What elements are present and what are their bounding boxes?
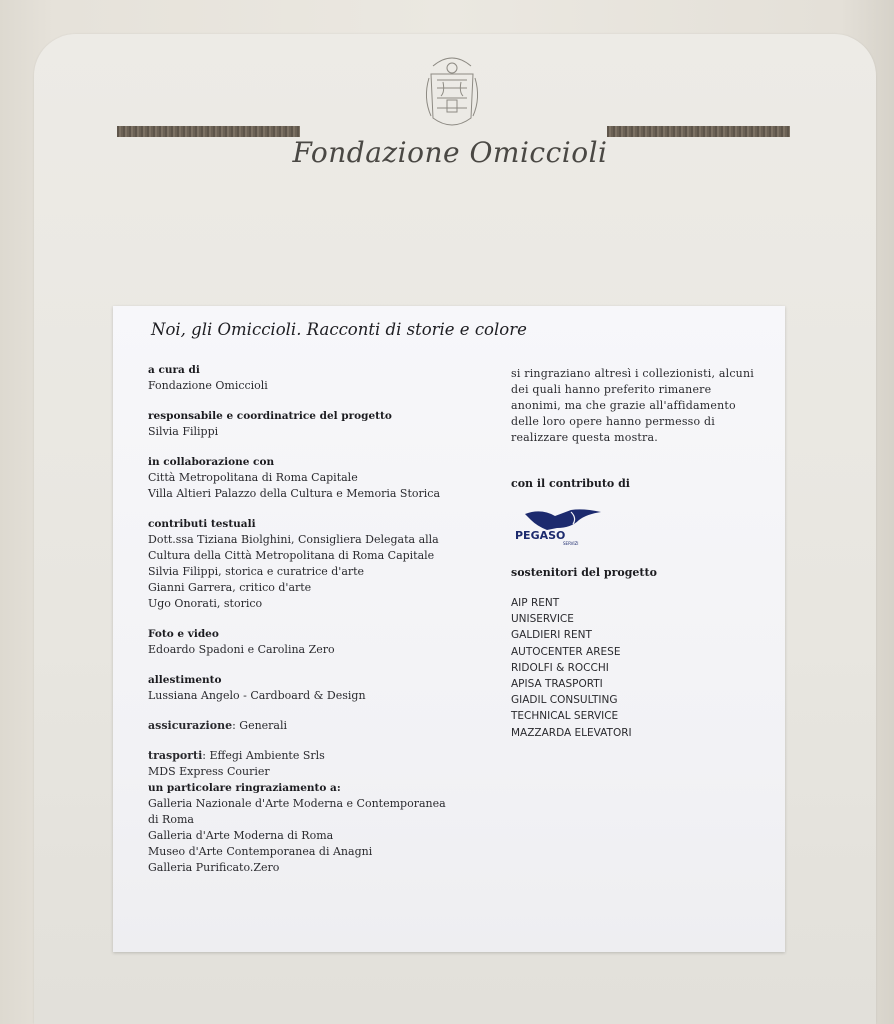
sponsor-item: GIADIL CONSULTING (511, 694, 618, 707)
credit-section (148, 454, 478, 502)
credit-line: Cultura della Città Metropolitana di Roma Capitale (148, 549, 435, 562)
credit-heading: allestimento (148, 674, 222, 686)
collectors-thanks: si ringraziano altresì i collezionisti, alcuni dei quali hanno preferito rimanere anonimi, ma che grazie all'affidamento delle loro opere hanno permesso di realizzare questa mostra. (511, 367, 754, 444)
logo-subtext: SERVIZI (563, 541, 579, 546)
credit-heading: responsabile e coordinatrice del progetto (148, 410, 392, 422)
sponsor-item: AIP RENT (511, 597, 560, 609)
credit-line: Edoardo Spadoni e Carolina Zero (148, 643, 335, 656)
insurance-heading: assicurazione (148, 719, 233, 732)
pegaso-logo-icon (511, 506, 611, 546)
sponsor-item: AUTOCENTER ARESE (511, 645, 621, 658)
sponsor-item: MAZZARDA ELEVATORI (511, 726, 632, 739)
sponsor-item: UNISERVICE (511, 613, 574, 626)
special-thanks-line: Galleria Purificato.Zero (148, 861, 280, 874)
special-thanks-line: Galleria Nazionale d'Arte Moderna e Contemporanea (148, 797, 446, 810)
credit-section (148, 626, 478, 658)
transport-value: : Effegi Ambiente Srls (202, 749, 325, 762)
special-thanks-line: Galleria d'Arte Moderna di Roma (148, 829, 334, 842)
sponsor-item: APISA TRASPORTI (511, 678, 603, 691)
credit-line: Villa Altieri Palazzo della Cultura e Memoria Storica (148, 487, 441, 500)
credits-column-right (511, 366, 761, 741)
credit-line: Lussiana Angelo - Cardboard & Design (148, 689, 366, 702)
insurance-section (148, 718, 478, 734)
credit-line: Fondazione Omiccioli (148, 379, 268, 392)
insurance-line (148, 718, 478, 734)
credit-section (148, 408, 478, 440)
contribution-heading: con il contributo di (511, 477, 630, 490)
credit-section (148, 516, 478, 612)
credits-column-left (148, 362, 478, 890)
logo-text: PEGASO (515, 529, 566, 542)
credit-line: Città Metropolitana di Roma Capitale (148, 471, 358, 484)
credit-line: Dott.ssa Tiziana Biolghini, Consigliera Delegata alla (148, 533, 439, 546)
sponsor-item: GALDIERI RENT (511, 629, 592, 642)
sponsor-item: RIDOLFI & ROCCHI (511, 661, 609, 674)
credit-heading: in collaborazione con (148, 456, 275, 468)
foundation-emblem-icon (421, 48, 483, 138)
transport-heading: trasporti (148, 749, 203, 762)
sponsor-item: TECHNICAL SERVICE (511, 710, 619, 723)
special-thanks-section (148, 780, 478, 876)
credit-section (148, 672, 478, 704)
brand-title: Fondazione Omiccioli (292, 136, 608, 169)
credit-heading: contributi testuali (148, 518, 256, 530)
credit-heading: a cura di (148, 364, 200, 376)
sponsors-heading: sostenitori del progetto (511, 566, 657, 579)
transport-extra: MDS Express Courier (148, 765, 270, 778)
credit-line: Ugo Onorati, storico (148, 597, 263, 610)
transport-line (148, 748, 478, 764)
credit-line: Silvia Filippi, storica e curatrice d'arte (148, 565, 365, 578)
special-thanks-heading: un particolare ringraziamento a: (148, 782, 341, 794)
insurance-value: : Generali (232, 719, 288, 732)
exhibition-title: Noi, gli Omiccioli. Racconti di storie e colore (151, 320, 527, 339)
transport-section (148, 748, 478, 780)
credit-line: Gianni Garrera, critico d'arte (148, 581, 312, 594)
sponsors-list (511, 595, 761, 741)
special-thanks-line: di Roma (148, 813, 194, 826)
credits-sheet (113, 306, 785, 952)
credit-heading: Foto e video (148, 628, 219, 640)
credit-line: Silvia Filippi (148, 425, 219, 438)
credit-section (148, 362, 478, 394)
special-thanks-line: Museo d'Arte Contemporanea di Anagni (148, 845, 373, 858)
